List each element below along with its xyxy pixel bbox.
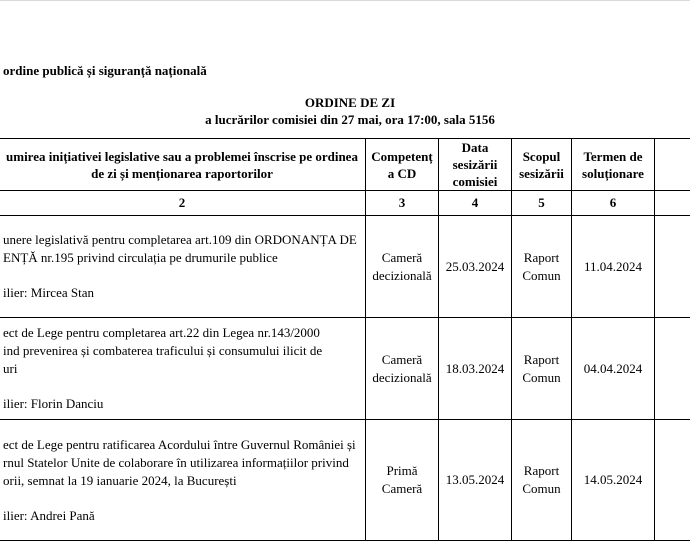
column-number: 3 [366,191,439,216]
table-row [0,318,690,420]
column-header-competence: Competenț a CD [366,139,439,191]
column-number-row [0,191,690,216]
rapporteur: ilier: Andrei Pană [3,507,95,523]
referral-date: 13.05.2024 [439,420,512,541]
column-number: 6 [572,191,655,216]
initiative-description: ect de Lege pentru completarea art.22 din Legea nr.143/2000 ind prevenirea și combaterea traficului și consumului ilicit de uri ilier: Florin Danciu [0,318,366,420]
column-number: 4 [439,191,512,216]
referral-date: 18.03.2024 [439,318,512,420]
column-header-deadline: Termen de soluționare [572,139,655,191]
column-header-purpose: Scopul sesizării [512,139,572,191]
table-row [0,420,690,541]
column-header-date: Data sesizării comisiei [439,139,512,191]
referral-date: 25.03.2024 [439,216,512,318]
competence: Cameră decizională [366,318,439,420]
extra-cell [655,216,690,318]
committee-name: ordine publică și siguranță națională [3,63,207,78]
extra-cell [655,318,690,420]
agenda-subtitle: a lucrărilor comisiei din 27 mai, ora 17:00, sala 5156 [205,112,495,127]
column-number: 2 [0,191,366,216]
referral-purpose: Raport Comun [512,318,572,420]
column-number: 5 [512,191,572,216]
agenda-table [0,138,690,541]
deadline: 14.05.2024 [572,420,655,541]
competence: Primă Cameră [366,420,439,541]
top-divider [0,0,690,1]
extra-cell [655,420,690,541]
column-number-extra [655,191,690,216]
referral-purpose: Raport Comun [512,420,572,541]
deadline: 04.04.2024 [572,318,655,420]
deadline: 11.04.2024 [572,216,655,318]
table-header-row [0,139,690,191]
referral-purpose: Raport Comun [512,216,572,318]
column-header-title: umirea inițiativei legislative sau a problemei înscrise pe ordinea de zi și menționarea raportorilor [0,139,366,191]
competence: Cameră decizională [366,216,439,318]
initiative-description: ect de Lege pentru ratificarea Acordului între Guvernul României și rnul Statelor Unite de colaborare în utilizarea informațiilor privind orii, semnat la 19 ianuarie 2024, la București ilier: Andrei Pană [0,420,366,541]
column-header-extra [655,139,690,191]
initiative-description: unere legislativă pentru completarea art.109 din ORDONANȚA DE ENȚĂ nr.195 privind circulația pe drumurile publice ilier: Mircea Stan [0,216,366,318]
agenda-title: ORDINE DE ZI [304,95,396,110]
table-row [0,216,690,318]
rapporteur: ilier: Florin Danciu [3,396,104,411]
rapporteur: ilier: Mircea Stan [3,285,94,300]
